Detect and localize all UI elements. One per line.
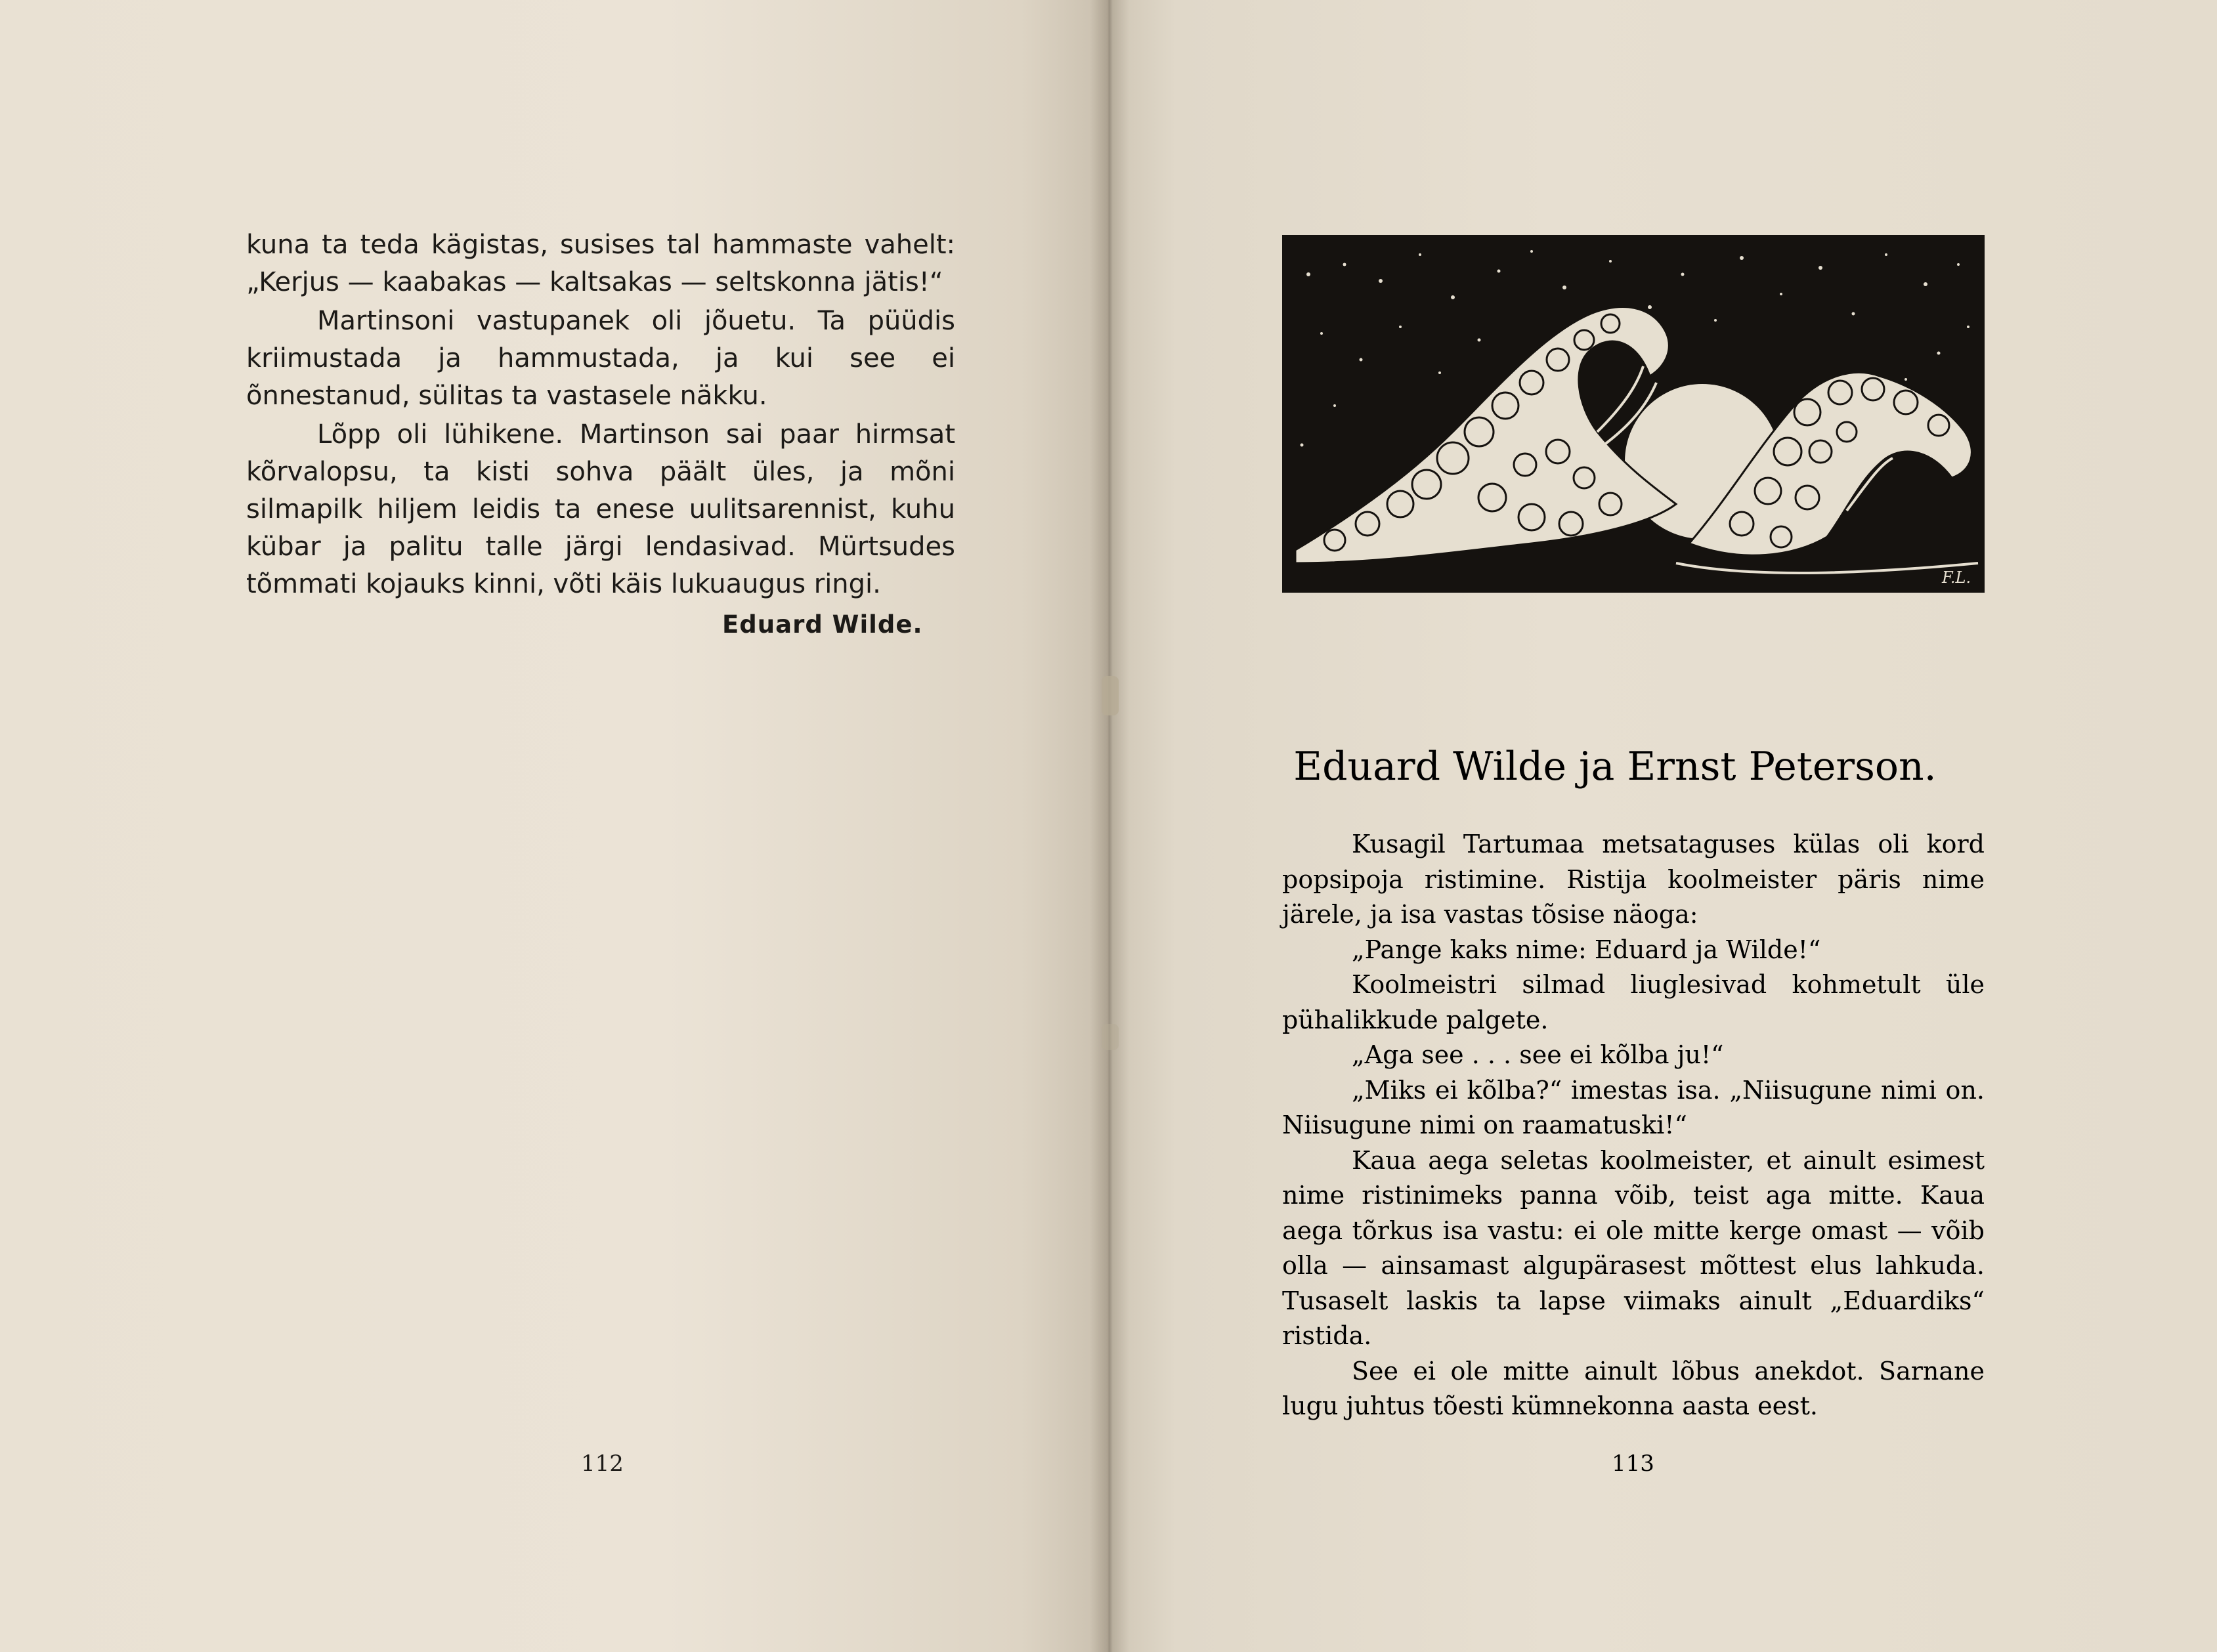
- left-page-text: [246, 226, 955, 603]
- right-paragraph-3: Koolmeistri silmad liuglesivad kohmetult üle pühalikkude palgete.: [1282, 970, 1985, 1034]
- page-number-left: 112: [581, 1451, 624, 1477]
- book-gutter: [1090, 0, 1129, 1652]
- right-paragraph-4: „Aga see . . . see ei kõlba ju!“: [1352, 1040, 1724, 1069]
- right-paragraph-5: „Miks ei kõlba?“ imestas isa. „Niisugune nimi on. Niisugune nimi on raamatuski!“: [1282, 1075, 1985, 1139]
- illustrator-monogram: F.L.: [1942, 568, 1971, 587]
- page-number-right: 113: [1612, 1451, 1654, 1477]
- author-signature: Eduard Wilde.: [722, 610, 923, 639]
- right-paragraph-1: Kusagil Tartumaa metsataguses külas oli kord popsipoja ristimine. Ristija koolmeister päris nime järele, ja isa vastas tõsise näoga:: [1282, 830, 1985, 929]
- left-paragraph-3: Lõpp oli lühikene. Martinson sai paar hirmsat kõrvalopsu, ta kisti sohva päält üles, ja mõni silmapilk hiljem leidis ta enese uulitsarennist, kuhu kübar ja palitu talle järgi lendasivad. Mürtsudes tõmmati kojauks kinni, võti käis lukuaugus ringi.: [246, 419, 955, 599]
- right-page-text: [1282, 827, 1985, 1424]
- right-paragraph-6: Kaua aega seletas koolmeister, et ainult esimest nime ristinimeks panna võib, teist aga mitte. Kaua aega tõrkus isa vastu: ei ole mitte kerge omast — võib olla — ainsamast algupärasest mõttest elus lahkuda. Tusaselt laskis ta lapse viimaks ainult „Eduardiks“ ristida.: [1282, 1145, 1985, 1350]
- right-paragraph-2: „Pange kaks nime: Eduard ja Wilde!“: [1352, 935, 1821, 964]
- chapter-title: Eduard Wilde ja Ernst Peterson.: [1293, 744, 1937, 790]
- left-paragraph-1: kuna ta teda kägistas, susises tal hammaste vahelt: „Kerjus — kaabakas — kaltsakas — seltskonna jätis!“: [246, 230, 955, 297]
- wave-moon-illustration: [1282, 235, 1985, 593]
- binding-thread: [1102, 676, 1119, 715]
- binding-thread: [1102, 1024, 1119, 1050]
- left-paragraph-2: Martinsoni vastupanek oli jõuetu. Ta püüdis kriimustada ja hammustada, ja kui see ei õnnestanud, sülitas ta vastasele näkku.: [246, 306, 955, 411]
- right-paragraph-7: See ei ole mitte ainult lõbus anekdot. Sarnane lugu juhtus tõesti kümnekonna aasta eest.: [1282, 1356, 1985, 1420]
